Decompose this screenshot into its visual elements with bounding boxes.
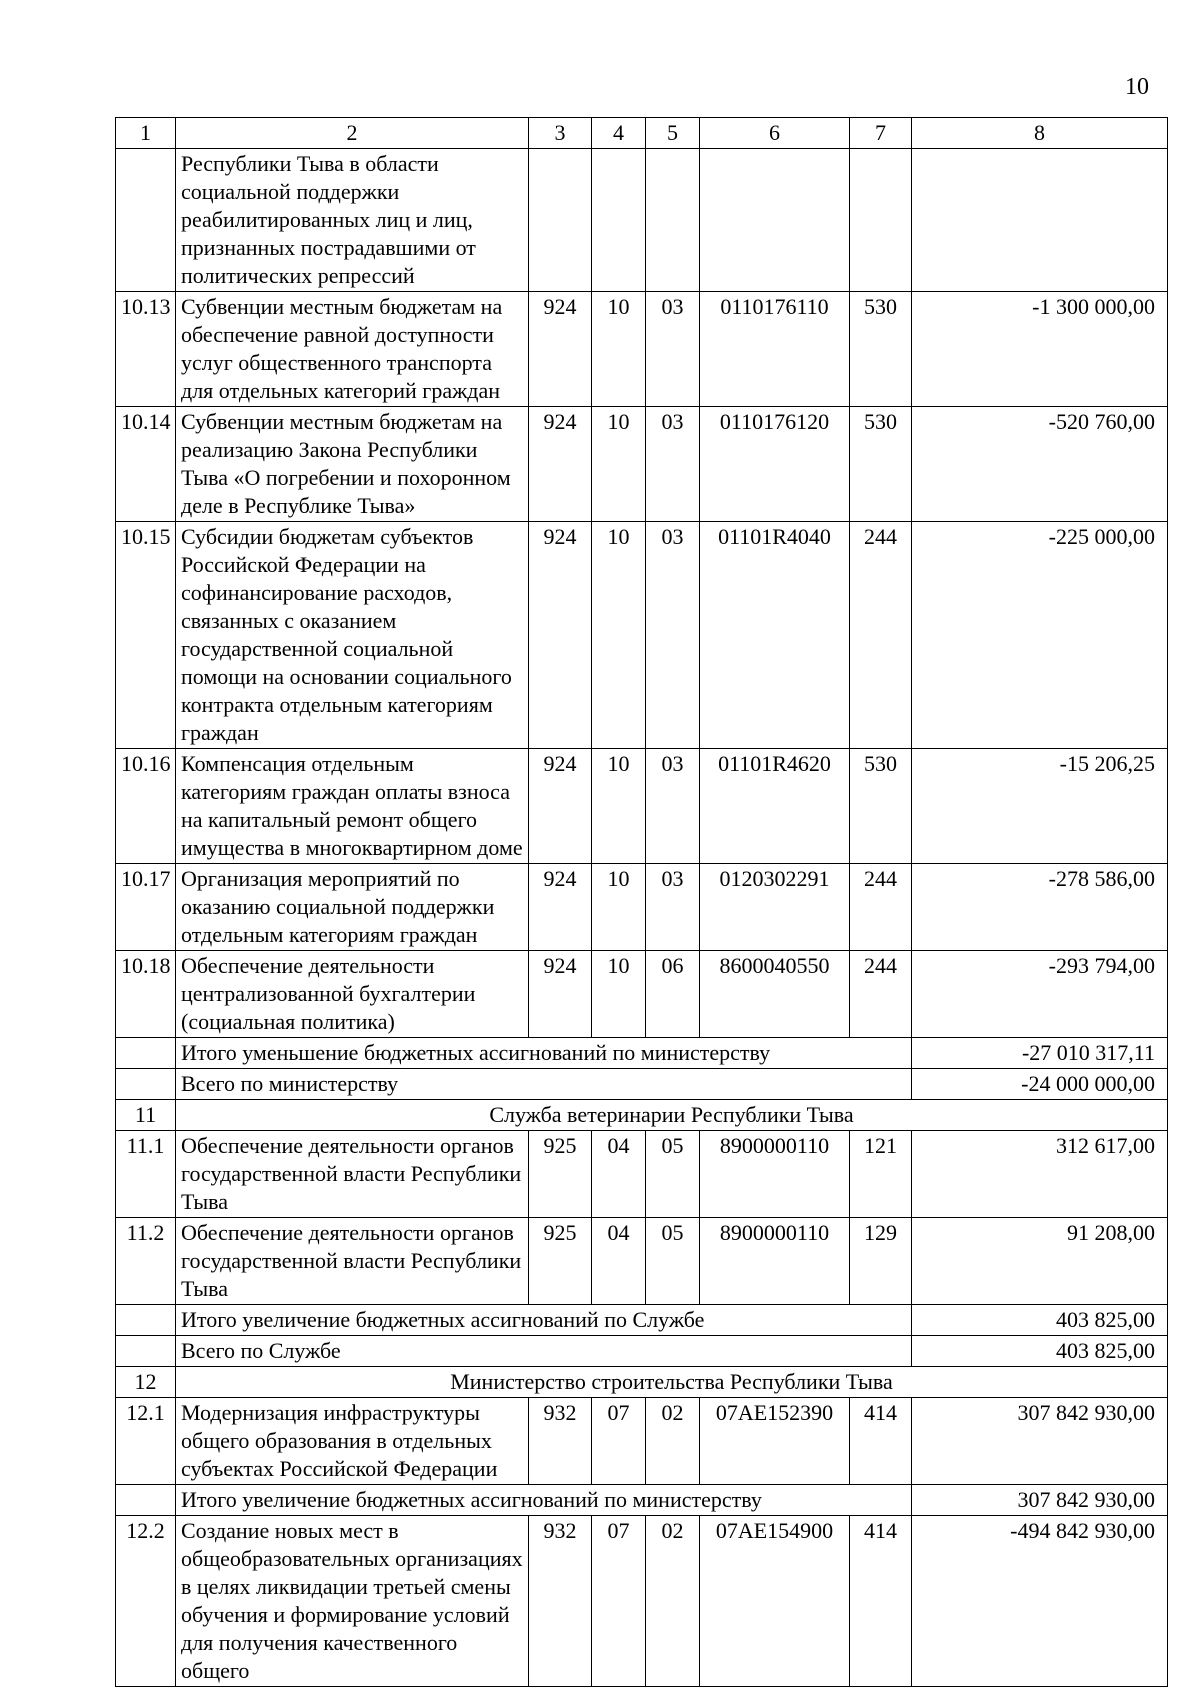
header-cell: 8	[912, 118, 1168, 149]
total-label: Всего по министерству	[176, 1069, 912, 1100]
total-label: Итого увеличение бюджетных ассигнований по Службе	[176, 1305, 912, 1336]
section-number: 12	[116, 1367, 176, 1398]
col-3-value: 925	[529, 1131, 592, 1218]
row-amount	[912, 149, 1168, 292]
col-4-value	[592, 149, 646, 292]
row-amount: -520 760,00	[912, 407, 1168, 522]
row-amount: -15 206,25	[912, 749, 1168, 864]
col-5-value: 02	[646, 1516, 700, 1687]
budget-table	[115, 117, 1168, 1687]
total-amount: 403 825,00	[912, 1336, 1168, 1367]
col-7-value: 244	[850, 522, 912, 749]
row-name: Обеспечение деятельности органов государственной власти Республики Тыва	[176, 1131, 529, 1218]
col-6-value: 0120302291	[700, 864, 850, 951]
total-row	[116, 1336, 1168, 1367]
header-cell: 7	[850, 118, 912, 149]
col-3-value	[529, 149, 592, 292]
empty-cell	[116, 1336, 176, 1367]
row-amount: 307 842 930,00	[912, 1398, 1168, 1485]
col-4-value: 10	[592, 951, 646, 1038]
page-number: 10	[1125, 74, 1149, 100]
col-5-value: 05	[646, 1218, 700, 1305]
header-cell: 2	[176, 118, 529, 149]
col-3-value: 924	[529, 951, 592, 1038]
col-6-value	[700, 149, 850, 292]
table-row	[116, 149, 1168, 292]
col-4-value: 10	[592, 292, 646, 407]
total-label: Итого увеличение бюджетных ассигнований по министерству	[176, 1485, 912, 1516]
row-number: 10.14	[116, 407, 176, 522]
row-amount: -494 842 930,00	[912, 1516, 1168, 1687]
row-number: 11.1	[116, 1131, 176, 1218]
row-number: 11.2	[116, 1218, 176, 1305]
row-amount: -1 300 000,00	[912, 292, 1168, 407]
col-7-value: 530	[850, 407, 912, 522]
col-3-value: 932	[529, 1516, 592, 1687]
row-name: Создание новых мест в общеобразовательных организациях в целях ликвидации третьей смены обучения и формирование условий для получения качественного общего	[176, 1516, 529, 1687]
col-3-value: 924	[529, 749, 592, 864]
col-7-value: 121	[850, 1131, 912, 1218]
col-5-value: 06	[646, 951, 700, 1038]
col-6-value: 07AE152390	[700, 1398, 850, 1485]
section-number: 11	[116, 1100, 176, 1131]
col-4-value: 10	[592, 749, 646, 864]
col-6-value: 0110176120	[700, 407, 850, 522]
total-amount: -24 000 000,00	[912, 1069, 1168, 1100]
table-row	[116, 407, 1168, 522]
col-5-value: 02	[646, 1398, 700, 1485]
col-7-value: 244	[850, 951, 912, 1038]
col-3-value: 925	[529, 1218, 592, 1305]
row-number: 10.15	[116, 522, 176, 749]
total-amount: -27 010 317,11	[912, 1038, 1168, 1069]
row-name: Обеспечение деятельности органов государственной власти Республики Тыва	[176, 1218, 529, 1305]
col-7-value: 530	[850, 749, 912, 864]
table-row	[116, 749, 1168, 864]
row-name: Республики Тыва в области социальной поддержки реабилитированных лиц и лиц, признанных пострадавшими от политических репрессий	[176, 149, 529, 292]
col-6-value: 0110176110	[700, 292, 850, 407]
empty-cell	[116, 1038, 176, 1069]
section-row	[116, 1367, 1168, 1398]
col-7-value	[850, 149, 912, 292]
row-amount: -278 586,00	[912, 864, 1168, 951]
section-title: Министерство строительства Республики Тыва	[176, 1367, 1168, 1398]
col-6-value: 8600040550	[700, 951, 850, 1038]
empty-cell	[116, 1069, 176, 1100]
row-name: Обеспечение деятельности централизованной бухгалтерии (социальная политика)	[176, 951, 529, 1038]
row-name: Модернизация инфраструктуры общего образования в отдельных субъектах Российской Федерации	[176, 1398, 529, 1485]
table-row	[116, 864, 1168, 951]
col-7-value: 129	[850, 1218, 912, 1305]
col-5-value: 05	[646, 1131, 700, 1218]
row-name: Субвенции местным бюджетам на реализацию Закона Республики Тыва «О погребении и похоронном деле в Республике Тыва»	[176, 407, 529, 522]
row-number: 10.13	[116, 292, 176, 407]
total-label: Итого уменьшение бюджетных ассигнований по министерству	[176, 1038, 912, 1069]
col-7-value: 414	[850, 1516, 912, 1687]
col-3-value: 924	[529, 407, 592, 522]
col-5-value: 03	[646, 407, 700, 522]
table-row	[116, 1398, 1168, 1485]
table-row	[116, 292, 1168, 407]
total-row	[116, 1305, 1168, 1336]
total-amount: 307 842 930,00	[912, 1485, 1168, 1516]
col-4-value: 04	[592, 1218, 646, 1305]
header-cell: 1	[116, 118, 176, 149]
row-name: Организация мероприятий по оказанию социальной поддержки отдельным категориям граждан	[176, 864, 529, 951]
row-name: Субсидии бюджетам субъектов Российской Федерации на софинансирование расходов, связанных с оказанием государственной социальной помощи на основании социального контракта отдельным категориям граждан	[176, 522, 529, 749]
col-4-value: 10	[592, 522, 646, 749]
col-5-value: 03	[646, 522, 700, 749]
row-number: 10.17	[116, 864, 176, 951]
col-5-value: 03	[646, 292, 700, 407]
col-7-value: 244	[850, 864, 912, 951]
row-number: 10.18	[116, 951, 176, 1038]
section-title: Служба ветеринарии Республики Тыва	[176, 1100, 1168, 1131]
col-7-value: 414	[850, 1398, 912, 1485]
header-cell: 5	[646, 118, 700, 149]
total-row	[116, 1038, 1168, 1069]
table-row	[116, 522, 1168, 749]
row-number: 10.16	[116, 749, 176, 864]
row-name: Компенсация отдельным категориям граждан оплаты взноса на капитальный ремонт общего имущества в многоквартирном доме	[176, 749, 529, 864]
col-5-value	[646, 149, 700, 292]
col-4-value: 10	[592, 407, 646, 522]
row-number: 12.2	[116, 1516, 176, 1687]
row-number: 12.1	[116, 1398, 176, 1485]
col-6-value: 8900000110	[700, 1218, 850, 1305]
col-7-value: 530	[850, 292, 912, 407]
row-amount: -225 000,00	[912, 522, 1168, 749]
header-cell: 6	[700, 118, 850, 149]
table-row	[116, 1131, 1168, 1218]
empty-cell	[116, 1305, 176, 1336]
total-label: Всего по Службе	[176, 1336, 912, 1367]
col-6-value: 01101R4040	[700, 522, 850, 749]
col-4-value: 04	[592, 1131, 646, 1218]
total-row	[116, 1069, 1168, 1100]
col-4-value: 07	[592, 1398, 646, 1485]
col-3-value: 924	[529, 864, 592, 951]
table-row	[116, 951, 1168, 1038]
table-row	[116, 1218, 1168, 1305]
row-amount: -293 794,00	[912, 951, 1168, 1038]
empty-cell	[116, 1485, 176, 1516]
col-3-value: 924	[529, 292, 592, 407]
row-number	[116, 149, 176, 292]
col-4-value: 10	[592, 864, 646, 951]
col-4-value: 07	[592, 1516, 646, 1687]
col-5-value: 03	[646, 864, 700, 951]
header-cell: 4	[592, 118, 646, 149]
col-6-value: 07AE154900	[700, 1516, 850, 1687]
col-6-value: 8900000110	[700, 1131, 850, 1218]
row-amount: 91 208,00	[912, 1218, 1168, 1305]
header-cell: 3	[529, 118, 592, 149]
col-5-value: 03	[646, 749, 700, 864]
total-row	[116, 1485, 1168, 1516]
col-3-value: 924	[529, 522, 592, 749]
total-amount: 403 825,00	[912, 1305, 1168, 1336]
col-6-value: 01101R4620	[700, 749, 850, 864]
table-header-row	[116, 118, 1168, 149]
row-amount: 312 617,00	[912, 1131, 1168, 1218]
row-name: Субвенции местным бюджетам на обеспечение равной доступности услуг общественного транспорта для отдельных категорий граждан	[176, 292, 529, 407]
col-3-value: 932	[529, 1398, 592, 1485]
section-row	[116, 1100, 1168, 1131]
table-row	[116, 1516, 1168, 1687]
